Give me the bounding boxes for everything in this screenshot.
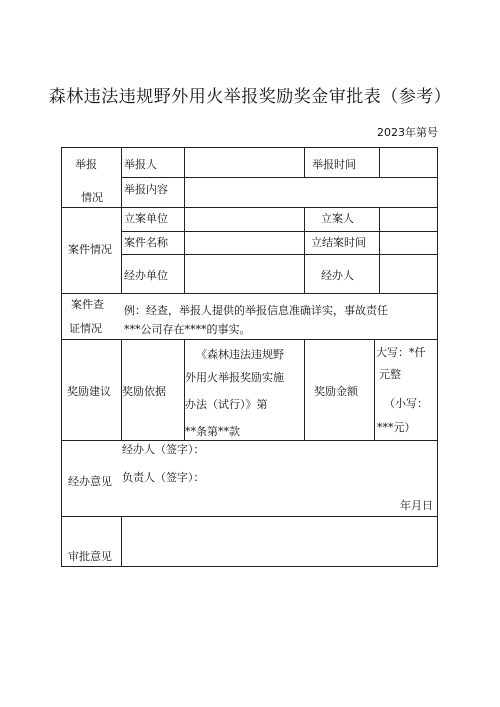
case-name-label: 案件名称 bbox=[124, 236, 168, 249]
approval-form-table bbox=[61, 147, 438, 567]
close-time-label: 立结案时间 bbox=[311, 236, 366, 249]
report-time-label: 举报时间 bbox=[312, 158, 356, 171]
report-section-label-1: 举报 bbox=[75, 158, 97, 171]
basis-text-line-2: 外用火举报奖励实施 bbox=[185, 371, 284, 384]
report-section-label-2: 情况 bbox=[81, 191, 103, 204]
basis-text-line-3: 办法（试行）》第 bbox=[185, 398, 268, 411]
amount-text-line-4: ***元） bbox=[377, 421, 416, 434]
reporter-label: 举报人 bbox=[124, 158, 157, 171]
basis-label: 奖励依据 bbox=[122, 385, 166, 398]
case-section-label: 案件情况 bbox=[68, 243, 112, 256]
basis-text-line-4: **条第**款 bbox=[185, 425, 240, 438]
serial-number: 2023年第号 bbox=[377, 126, 438, 139]
filing-unit-label: 立案单位 bbox=[124, 212, 168, 225]
handler-label: 经办人 bbox=[321, 269, 354, 282]
filer-label: 立案人 bbox=[321, 212, 354, 225]
verify-text-line-2: ***公司存在****的事实。 bbox=[124, 323, 251, 336]
verify-text-line-1: 例：经查，举报人提供的举报信息准确详实，事故责任 bbox=[124, 304, 388, 317]
handler-signature: 经办人（签字）： bbox=[122, 443, 205, 456]
opinion-section-label: 经办意见 bbox=[68, 475, 112, 488]
reward-section-label: 奖励建议 bbox=[67, 385, 111, 398]
date-text: 年月日 bbox=[400, 499, 433, 512]
amount-text-line-1: 大写：*仟 bbox=[376, 346, 426, 359]
amount-text-line-2: 元整 bbox=[379, 368, 401, 381]
approval-section-label: 审批意见 bbox=[68, 550, 112, 563]
handling-unit-label: 经办单位 bbox=[124, 269, 168, 282]
page-title: 森林违法违规野外用火举报奖励奖金审批表（参考） bbox=[48, 87, 452, 107]
leader-signature: 负责人（签字）： bbox=[122, 471, 205, 484]
amount-text-line-3: （小写： bbox=[384, 397, 428, 410]
basis-text-line-1: 《森林违法违规野 bbox=[196, 348, 284, 361]
report-content-label: 举报内容 bbox=[124, 183, 168, 196]
verify-section-label-2: 证情况 bbox=[69, 322, 102, 335]
amount-label: 奖励金额 bbox=[314, 385, 358, 398]
verify-section-label-1: 案件查 bbox=[71, 298, 104, 311]
